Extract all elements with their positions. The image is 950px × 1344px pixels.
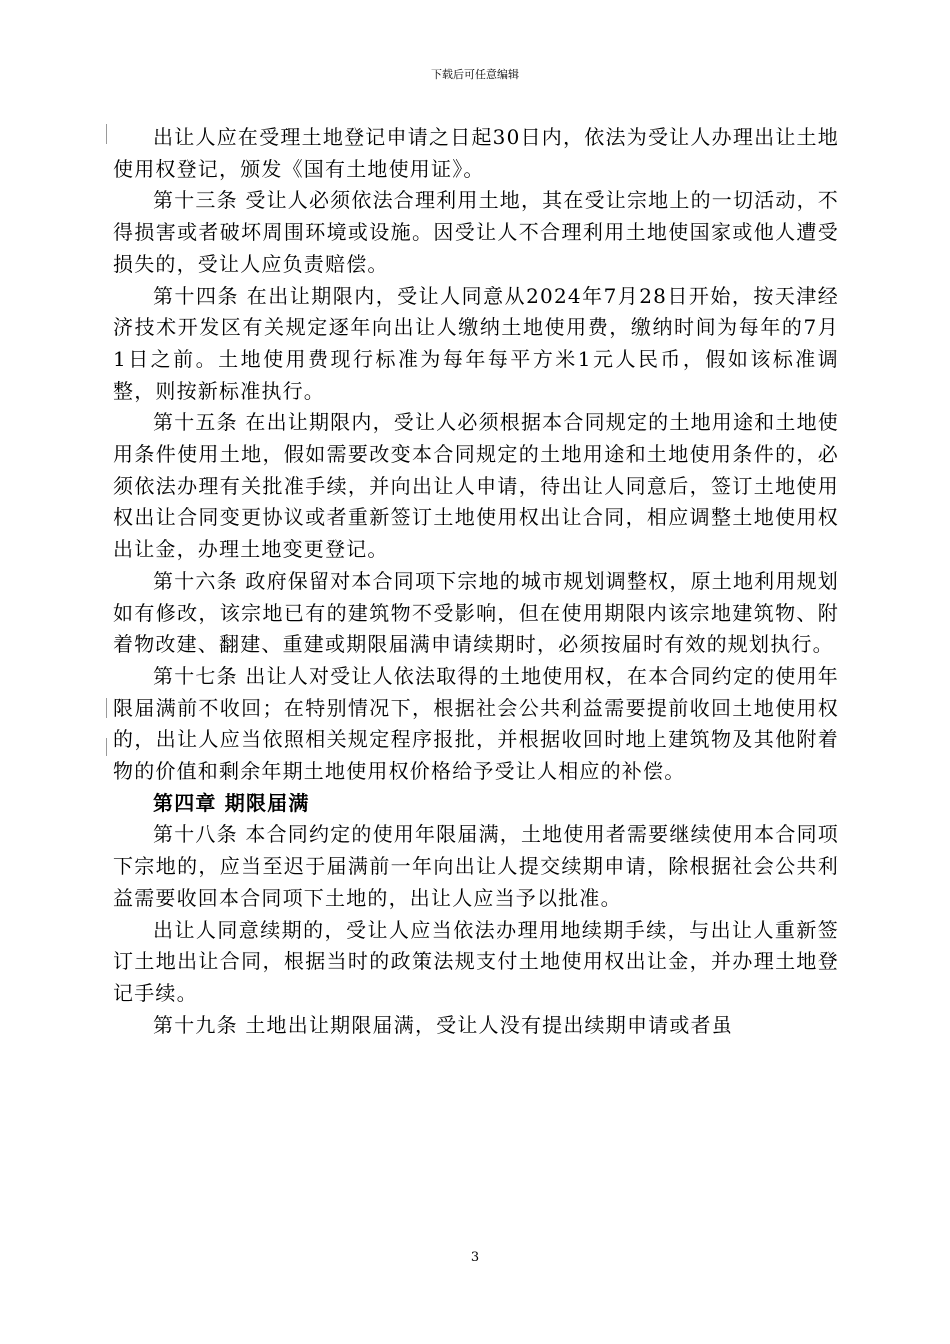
margin-mark-lower	[106, 738, 107, 756]
chapter-heading: 第四章 期限届满	[153, 790, 310, 815]
paragraph-article-18: 第十八条 本合同约定的使用年限届满，土地使用者需要继续使用本合同项下宗地的，应当至迟于届满前一年向出让人提交续期申请，除根据社会公共利益需要收回本合同项下土地的，出让人应当予以批准。	[113, 822, 839, 910]
page-number: 3	[470, 1250, 480, 1265]
paragraph-renewal: 出让人同意续期的，受让人应当依法办理用地续期手续，与出让人重新签订土地出让合同，根据当时的政策法规支付土地使用权出让金，并办理土地登记手续。	[113, 917, 839, 1005]
margin-mark-top	[106, 124, 107, 144]
paragraph-article-17: 第十七条 出让人对受让人依法取得的土地使用权，在本合同约定的使用年限届满前不收回；在特别情况下，根据社会公共利益需要提前收回土地使用权的，出让人应当依照相关规定程序报批，并根据收回时地上建筑物及其他附着物的价值和剩余年期土地使用权价格给予受让人相应的补偿。	[113, 663, 839, 784]
margin-mark-middle	[106, 698, 107, 718]
document-body	[113, 122, 839, 1041]
paragraph-article-19: 第十九条 土地出让期限届满，受让人没有提出续期申请或者虽	[153, 1012, 733, 1037]
paragraph-article-16: 第十六条 政府保留对本合同项下宗地的城市规划调整权，原土地利用规划如有修改，该宗地已有的建筑物不受影响，但在使用期限内该宗地建筑物、附着物改建、翻建、重建或期限届满申请续期时，必须按届时有效的规划执行。	[113, 568, 839, 657]
header-note: 下载后可任意编辑	[431, 68, 519, 81]
paragraph-article-15: 第十五条 在出让期限内，受让人必须根据本合同规定的土地用途和土地使用条件使用土地，假如需要改变本合同规定的土地用途和土地使用条件的，必须依法办理有关批准手续，并向出让人申请，待出让人同意后，签订土地使用权出让合同变更协议或者重新签订土地使用权出让合同，相应调整土地使用权出让金，办理土地变更登记。	[113, 410, 839, 562]
paragraph-registration: 出让人应在受理土地登记申请之日起30日内，依法为受让人办理出让土地使用权登记，颁发《国有土地使用证》。	[113, 125, 839, 181]
paragraph-article-14: 第十四条 在出让期限内，受让人同意从2024年7月28日开始，按天津经济技术开发区有关规定逐年向出让人缴纳土地使用费，缴纳时间为每年的7月1日之前。土地使用费现行标准为每年每平方米1元人民币，假如该标准调整，则按新标准执行。	[113, 283, 839, 403]
paragraph-article-13: 第十三条 受让人必须依法合理利用土地，其在受让宗地上的一切活动，不得损害或者破坏周围环境或设施。因受让人不合理利用土地使国家或他人遭受损失的，受让人应负责赔偿。	[113, 188, 839, 276]
